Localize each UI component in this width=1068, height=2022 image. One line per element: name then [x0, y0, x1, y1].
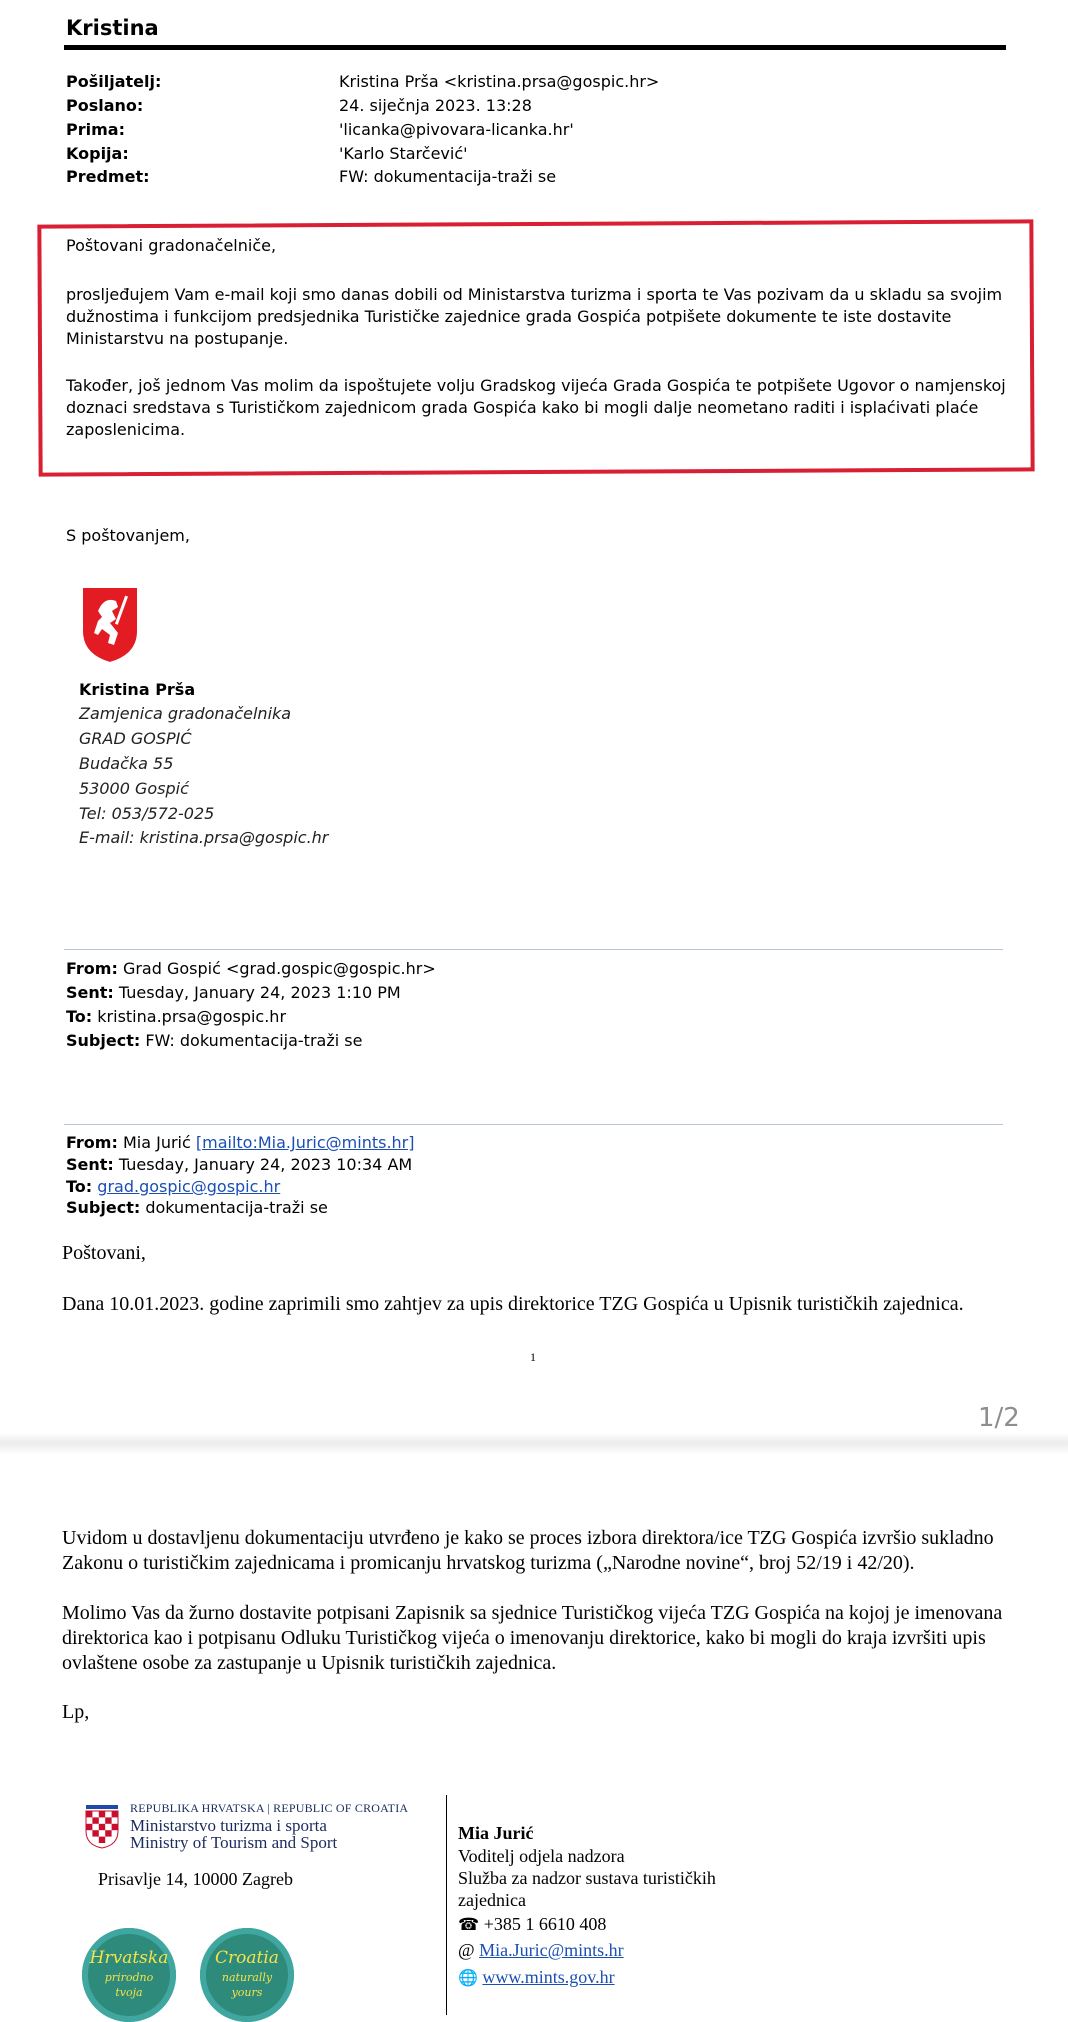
- sender-phone: +385 1 6610 408: [483, 1914, 607, 1934]
- phone-icon: ☎: [458, 1915, 480, 1934]
- email-paragraph-2: Također, još jednom Vas molim da ispoštujete volju Gradskog vijeća Grada Gospića te potpišete Ugovor o namjenskoj doznaci sredstava s Turističkom zajednicom grada Gospića kako bi mogli dalje neometano raditi i isplaćivati plaće zaposlenicima.: [66, 376, 1006, 439]
- email-title: Kristina: [66, 16, 159, 40]
- title-rule: [64, 45, 1006, 50]
- fw1-to-line: To: kristina.prsa@gospic.hr: [66, 1007, 287, 1026]
- fw2-from-line: From: Mia Jurić [mailto:Mia.Juric@mints.hr]: [66, 1133, 415, 1152]
- forward-separator-1: [64, 949, 1003, 950]
- sent-value: 24. siječnja 2023. 13:28: [339, 96, 532, 115]
- signature-city: 53000 Gospić: [79, 779, 189, 798]
- subject-label: Predmet:: [66, 167, 150, 186]
- fw2-subject-line: Subject: dokumentacija-traži se: [66, 1198, 328, 1217]
- signature-org: GRAD GOSPIĆ: [79, 729, 192, 748]
- page-number: 1: [530, 1350, 536, 1364]
- fw1-subject-line: Subject: FW: dokumentacija-traži se: [66, 1031, 363, 1050]
- hrvatska-badge-logo: Hrvatska prirodno tvoja: [82, 1928, 176, 2022]
- sender-web-link[interactable]: www.mints.gov.hr: [482, 1967, 615, 1987]
- sender-name: Mia Jurić: [458, 1823, 534, 1843]
- sender-email-link[interactable]: Mia.Juric@mints.hr: [479, 1940, 624, 1960]
- cc-label: Kopija:: [66, 144, 129, 163]
- sender-title: Voditelj odjela nadzora: [458, 1846, 625, 1866]
- fw2-to-line: To: grad.gospic@gospic.hr: [66, 1177, 281, 1196]
- ministry-republic-line: REPUBLIKA HRVATSKA | REPUBLIC OF CROATIA: [130, 1801, 409, 1815]
- at-icon: @: [458, 1940, 475, 1960]
- cc-value: 'Karlo Starčević': [339, 144, 468, 163]
- viewer-page-indicator: 1/2: [978, 1403, 1020, 1433]
- ministry-name-hr: Ministarstvo turizma i sporta: [130, 1816, 327, 1835]
- sent-label: Poslano:: [66, 96, 144, 115]
- ministry-name-en: Ministry of Tourism and Sport: [130, 1833, 338, 1852]
- fw2-closing: Lp,: [62, 1701, 90, 1723]
- coat-of-arms-logo: [80, 585, 140, 665]
- page-break: [0, 1433, 1068, 1455]
- sender-email-row: [458, 1939, 624, 1961]
- from-label: Pošiljatelj:: [66, 72, 162, 91]
- sender-department: Služba za nadzor sustava turističkih: [458, 1868, 716, 1888]
- subject-value: FW: dokumentacija-traži se: [339, 167, 557, 186]
- sender-web-row: [458, 1966, 615, 1990]
- fw2-paragraph-2: Uvidom u dostavljenu dokumentaciju utvrđeno je kako se proces izbora direktora/ice TZG Gospića izvršio sukladno Zakonu o turističkim zajednicama i promicanju hrvatskog turizma („Narodne novine“, broj 52/19 i 42/20).: [62, 1527, 994, 1574]
- to-label: Prima:: [66, 120, 125, 139]
- signature-name: Kristina Prša: [79, 680, 196, 699]
- fw2-paragraph-3: Molimo Vas da žurno dostavite potpisani Zapisnik sa sjednice Turističkog vijeća TZG Gospića na kojoj je imenovana direktorica kao i potpisanu Odluku Turističkog vijeća o imenovanju direktorice, kako bi mogli do kraja izvršiti upis ovlaštene osobe za zastupanje u Upisnik turističkih zajednica.: [62, 1602, 1003, 1674]
- fw2-sent-line: Sent: Tuesday, January 24, 2023 10:34 AM: [66, 1155, 413, 1174]
- ministry-address: Prisavlje 14, 10000 Zagreb: [98, 1869, 293, 1889]
- croatia-badge-logo: Croatia naturally yours: [200, 1928, 294, 2022]
- signature-divider: [446, 1795, 447, 2015]
- email-greeting: Poštovani gradonačelniče,: [66, 236, 277, 255]
- croatian-coat-of-arms-icon: [84, 1803, 120, 1849]
- signature-phone: Tel: 053/572-025: [79, 804, 215, 823]
- signature-email: E-mail: kristina.prsa@gospic.hr: [79, 828, 329, 847]
- fw2-paragraph-1: Dana 10.01.2023. godine zaprimili smo zahtjev za upis direktorice TZG Gospića u Upisnik turističkih zajednica.: [62, 1293, 964, 1315]
- email-paragraph-1: prosljeđujem Vam e-mail koji smo danas dobili od Ministarstva turizma i sporta te Vas pozivam da u skladu sa svojim dužnostima i funkcijom predsjednika Turističke zajednice grada Gospića potpišete dokumente te iste dostavite Ministarstvu na postupanje.: [66, 285, 1003, 348]
- fw1-sent-line: Sent: Tuesday, January 24, 2023 1:10 PM: [66, 983, 401, 1002]
- to-value: 'licanka@pivovara-licanka.hr': [339, 120, 574, 139]
- fw1-from-line: From: Grad Gospić <grad.gospic@gospic.hr>: [66, 959, 436, 978]
- sender-department-cont: zajednica: [458, 1890, 526, 1910]
- forward-separator-2: [64, 1124, 1003, 1125]
- signature-street: Budačka 55: [79, 754, 174, 773]
- fw2-to-link[interactable]: grad.gospic@gospic.hr: [97, 1177, 281, 1196]
- from-value: Kristina Prša <kristina.prsa@gospic.hr>: [339, 72, 660, 91]
- fw2-greeting: Poštovani,: [62, 1242, 146, 1264]
- email-closing: S poštovanjem,: [66, 526, 190, 545]
- fw2-mailto-link[interactable]: [mailto:Mia.Juric@mints.hr]: [195, 1133, 415, 1152]
- signature-role: Zamjenica gradonačelnika: [79, 704, 292, 723]
- sender-phone-row: [458, 1913, 606, 1936]
- globe-icon: 🌐: [458, 1970, 478, 1987]
